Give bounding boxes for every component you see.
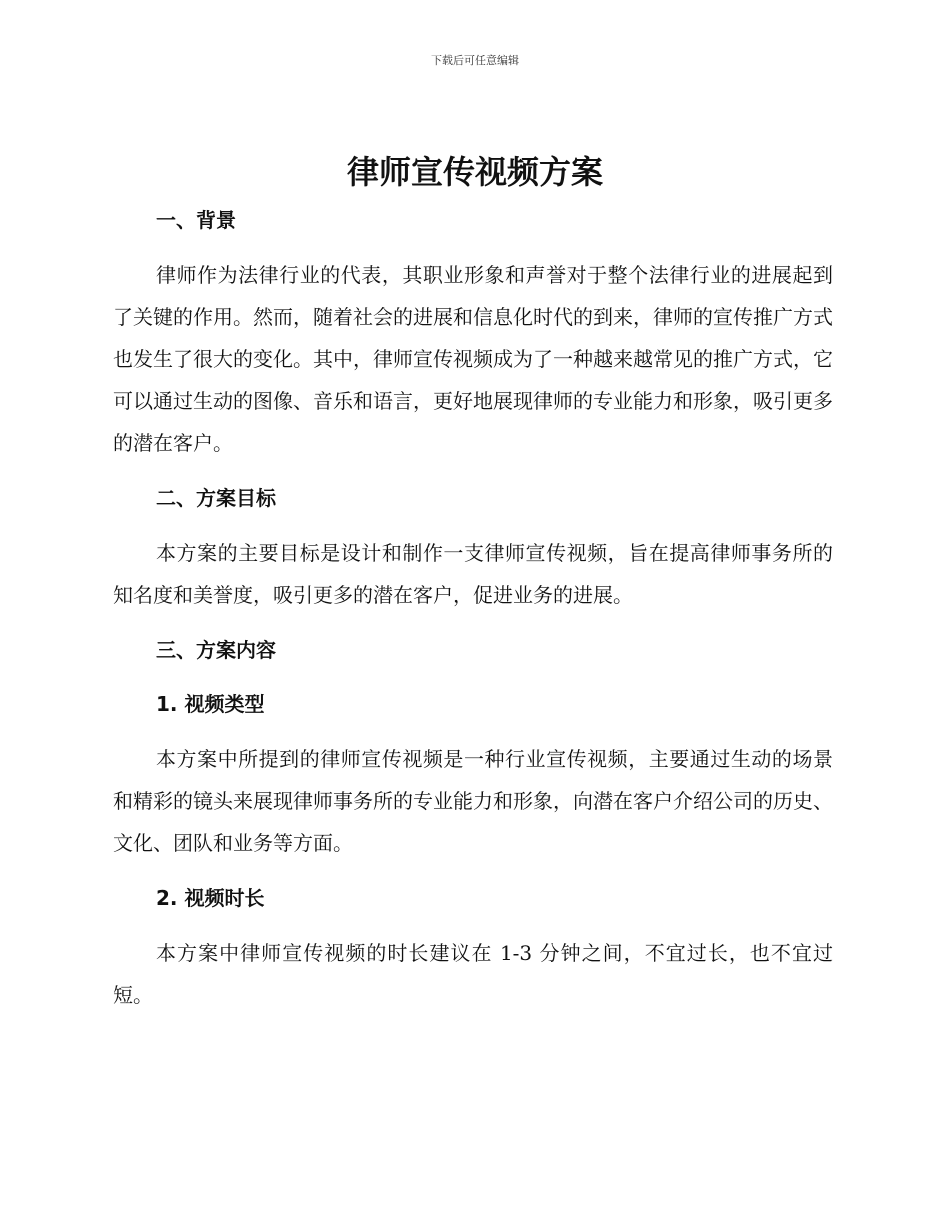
section-heading-background: 一、背景 bbox=[156, 208, 236, 232]
document-body bbox=[113, 198, 833, 1016]
subsection-text-video-duration: 本方案中律师宣传视频的时长建议在 1-3 分钟之间，不宜过长，也不宜过短。 bbox=[113, 941, 833, 1007]
section-text-background: 律师作为法律行业的代表，其职业形象和声誉对于整个法律行业的进展起到了关键的作用。然而，随着社会的进展和信息化时代的到来，律师的宣传推广方式也发生了很大的变化。其中，律师宣传视频成为了一种越来越常见的推广方式，它可以通过生动的图像、音乐和语言，更好地展现律师的专业能力和形象，吸引更多的潜在客户。 bbox=[113, 263, 833, 455]
subsection-heading-video-type: 1. 视频类型 bbox=[156, 692, 265, 716]
header-note: 下载后可任意编辑 bbox=[431, 54, 519, 67]
section-heading-content: 三、方案内容 bbox=[156, 638, 276, 662]
subsection-heading-video-duration: 2. 视频时长 bbox=[156, 886, 265, 910]
section-text-goal: 本方案的主要目标是设计和制作一支律师宣传视频，旨在提高律师事务所的知名度和美誉度，吸引更多的潜在客户，促进业务的进展。 bbox=[113, 541, 833, 607]
section-heading-goal: 二、方案目标 bbox=[156, 486, 276, 510]
document-title: 律师宣传视频方案 bbox=[346, 153, 603, 191]
subsection-text-video-type: 本方案中所提到的律师宣传视频是一种行业宣传视频，主要通过生动的场景和精彩的镜头来展现律师事务所的专业能力和形象，向潜在客户介绍公司的历史、文化、团队和业务等方面。 bbox=[113, 747, 833, 855]
